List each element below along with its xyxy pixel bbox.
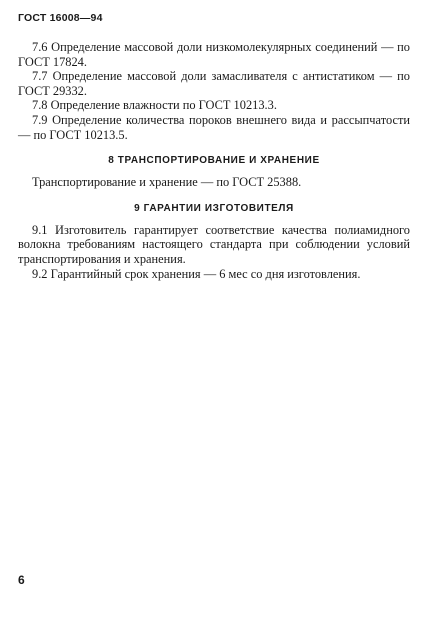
item-9-2: 9.2 Гарантийный срок хранения — 6 мес со дня изготовления.	[32, 266, 361, 281]
section-8-title: 8 ТРАНСПОРТИРОВАНИЕ И ХРАНЕНИЕ	[108, 155, 320, 167]
document-code-header: ГОСТ 16008—94	[18, 12, 103, 24]
item-7-9: 7.9 Определение количества пороков внешнего вида и рассыпчатости — по ГОСТ 10213.5.	[18, 112, 410, 142]
item-7-6: 7.6 Определение массовой доли низкомолекулярных соединений — по ГОСТ 17824.	[18, 40, 410, 69]
page-content	[18, 40, 410, 281]
page-number: 6	[18, 573, 25, 587]
section-9-title: 9 ГАРАНТИИ ИЗГОТОВИТЕЛЯ	[134, 202, 294, 214]
item-7-8: 7.8 Определение влажности по ГОСТ 10213.3.	[32, 98, 277, 113]
section-8-paragraph: Транспортирование и хранение — по ГОСТ 25388.	[32, 175, 302, 190]
item-9-1: 9.1 Изготовитель гарантирует соответствие качества полиамидного волокна требованиям настоящего стандарта при соблюдении условий транспортирования и хранения.	[18, 222, 410, 266]
item-7-7: 7.7 Определение массовой доли замасливателя с антистатиком — по ГОСТ 29332.	[18, 69, 410, 98]
